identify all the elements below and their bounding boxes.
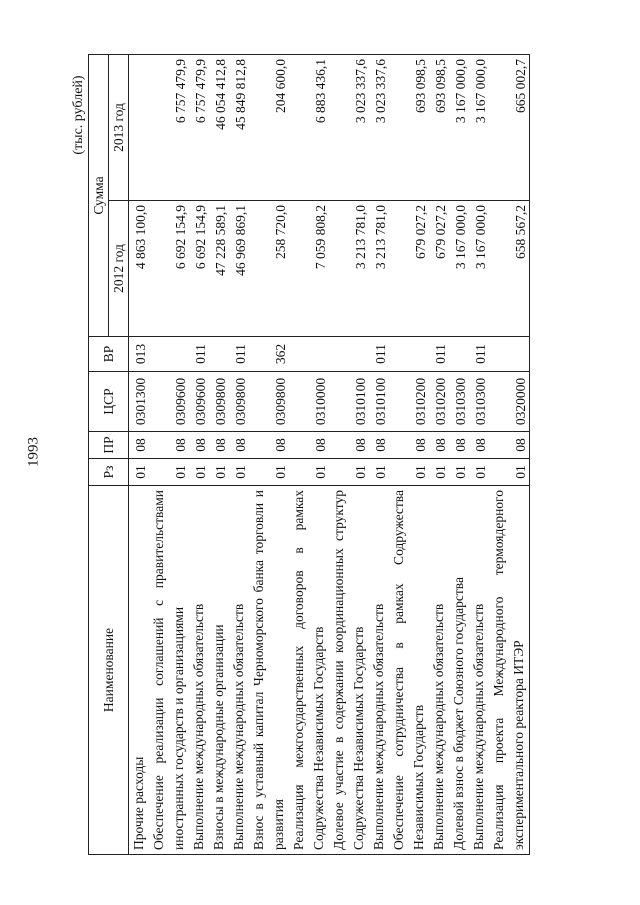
table-row xyxy=(329,54,369,854)
cell-name: Долевое участие в содержании координационных структур Содружества Независимых Государств xyxy=(329,486,369,855)
cell-2012: 679 027,2 xyxy=(429,201,449,337)
cell-pr: 08 xyxy=(149,432,189,459)
table-row xyxy=(289,54,329,854)
table-row xyxy=(189,54,209,854)
cell-vr: 011 xyxy=(229,337,249,372)
header-2012: 2012 год xyxy=(109,201,129,337)
cell-vr xyxy=(149,337,189,372)
table-row xyxy=(489,54,530,854)
cell-name: Реализация межгосударственных договоров в рамках Содружества Независимых Государств xyxy=(289,486,329,855)
cell-2013: 3 023 337,6 xyxy=(369,54,389,200)
cell-rz: 01 xyxy=(249,459,289,486)
cell-name: Взносы в международные организации xyxy=(209,486,229,855)
cell-csr: 0310300 xyxy=(469,372,489,432)
cell-vr: 011 xyxy=(469,337,489,372)
cell-2013: 693 098,5 xyxy=(429,54,449,200)
table-row xyxy=(229,54,249,854)
cell-vr: 011 xyxy=(369,337,389,372)
cell-2013: 3 167 000,0 xyxy=(449,54,469,200)
table-row xyxy=(389,54,429,854)
cell-2013: 204 600,0 xyxy=(249,54,289,200)
cell-name: Выполнение международных обязательств xyxy=(469,486,489,855)
table-row xyxy=(449,54,469,854)
cell-pr: 08 xyxy=(469,432,489,459)
header-pr: ПР xyxy=(89,432,129,459)
rotated-page-content xyxy=(70,55,570,855)
cell-name: Долевой взнос в бюджет Союзного государства xyxy=(449,486,469,855)
cell-2012: 258 720,0 xyxy=(249,201,289,337)
page-number: 1993 xyxy=(25,437,42,467)
cell-2012: 6 692 154,9 xyxy=(149,201,189,337)
table-row xyxy=(369,54,389,854)
cell-2012: 679 027,2 xyxy=(389,201,429,337)
cell-vr: 011 xyxy=(189,337,209,372)
cell-rz: 01 xyxy=(149,459,189,486)
cell-rz: 01 xyxy=(469,459,489,486)
cell-name: Реализация проекта Международного термоядерного экспериментального реактора ИТЭР xyxy=(489,486,530,855)
table-row xyxy=(469,54,489,854)
cell-vr xyxy=(489,337,530,372)
cell-rz: 01 xyxy=(429,459,449,486)
table-body xyxy=(129,54,530,854)
cell-2013 xyxy=(129,54,150,200)
cell-2012: 3 167 000,0 xyxy=(449,201,469,337)
cell-pr: 08 xyxy=(189,432,209,459)
cell-2012: 3 167 000,0 xyxy=(469,201,489,337)
cell-csr: 0310200 xyxy=(389,372,429,432)
cell-pr: 08 xyxy=(449,432,469,459)
cell-2013: 665 002,7 xyxy=(489,54,530,200)
cell-2012: 7 059 808,2 xyxy=(289,201,329,337)
cell-2013: 3 023 337,6 xyxy=(329,54,369,200)
cell-name: Выполнение международных обязательств xyxy=(189,486,209,855)
cell-pr: 08 xyxy=(209,432,229,459)
cell-2012: 3 213 781,0 xyxy=(369,201,389,337)
header-vr: ВР xyxy=(89,337,129,372)
header-rz: Рз xyxy=(89,459,129,486)
cell-vr xyxy=(329,337,369,372)
cell-pr: 08 xyxy=(289,432,329,459)
table-row xyxy=(249,54,289,854)
cell-name: Обеспечение сотрудничества в рамках Содружества Независимых Государств xyxy=(389,486,429,855)
cell-pr: 08 xyxy=(429,432,449,459)
cell-pr: 08 xyxy=(229,432,249,459)
cell-2013: 3 167 000,0 xyxy=(469,54,489,200)
cell-vr xyxy=(389,337,429,372)
cell-rz: 01 xyxy=(389,459,429,486)
cell-name: Взнос в уставный капитал Черноморского банка торговли и развития xyxy=(249,486,289,855)
header-sum: Сумма xyxy=(89,54,109,336)
table-header xyxy=(89,54,129,854)
cell-rz: 01 xyxy=(449,459,469,486)
cell-rz: 01 xyxy=(209,459,229,486)
table-row xyxy=(209,54,229,854)
cell-name: Прочие расходы xyxy=(129,486,150,855)
table-row xyxy=(129,54,150,854)
cell-vr: 362 xyxy=(249,337,289,372)
cell-csr: 0310300 xyxy=(449,372,469,432)
cell-name: Выполнение международных обязательств xyxy=(429,486,449,855)
cell-csr: 0310000 xyxy=(289,372,329,432)
cell-csr: 0310100 xyxy=(369,372,389,432)
cell-rz: 01 xyxy=(329,459,369,486)
cell-rz: 01 xyxy=(129,459,150,486)
cell-name: Обеспечение реализации соглашений с правительствами иностранных государств и организациями xyxy=(149,486,189,855)
cell-2012: 658 567,2 xyxy=(489,201,530,337)
cell-2012: 47 228 589,1 xyxy=(209,201,229,337)
cell-pr: 08 xyxy=(249,432,289,459)
cell-csr: 0310200 xyxy=(429,372,449,432)
cell-vr: 011 xyxy=(429,337,449,372)
cell-name: Выполнение международных обязательств xyxy=(229,486,249,855)
cell-2013: 6 757 479,9 xyxy=(189,54,209,200)
cell-vr xyxy=(449,337,469,372)
cell-pr: 08 xyxy=(389,432,429,459)
cell-2012: 46 969 869,1 xyxy=(229,201,249,337)
cell-vr xyxy=(289,337,329,372)
cell-2013: 46 054 412,8 xyxy=(209,54,229,200)
cell-2013: 693 098,5 xyxy=(389,54,429,200)
cell-2012: 3 213 781,0 xyxy=(329,201,369,337)
header-2013: 2013 год xyxy=(109,54,129,200)
cell-2013: 45 849 812,8 xyxy=(229,54,249,200)
cell-2012: 4 863 100,0 xyxy=(129,201,150,337)
cell-csr: 0320000 xyxy=(489,372,530,432)
cell-rz: 01 xyxy=(189,459,209,486)
cell-vr: 013 xyxy=(129,337,150,372)
cell-name: Выполнение международных обязательств xyxy=(369,486,389,855)
table-row xyxy=(429,54,449,854)
cell-rz: 01 xyxy=(229,459,249,486)
cell-csr: 0309800 xyxy=(209,372,229,432)
cell-csr: 0309800 xyxy=(229,372,249,432)
header-name: Наименование xyxy=(89,486,129,855)
budget-table xyxy=(88,54,530,855)
cell-2013: 6 883 436,1 xyxy=(289,54,329,200)
cell-pr: 08 xyxy=(129,432,150,459)
cell-csr: 0301300 xyxy=(129,372,150,432)
cell-rz: 01 xyxy=(289,459,329,486)
cell-csr: 0309600 xyxy=(189,372,209,432)
cell-pr: 08 xyxy=(489,432,530,459)
cell-rz: 01 xyxy=(369,459,389,486)
cell-csr: 0309800 xyxy=(249,372,289,432)
cell-vr xyxy=(209,337,229,372)
cell-csr: 0310100 xyxy=(329,372,369,432)
cell-rz: 01 xyxy=(489,459,530,486)
table-row xyxy=(149,54,189,854)
cell-2013: 6 757 479,9 xyxy=(149,54,189,200)
cell-pr: 08 xyxy=(369,432,389,459)
header-csr: ЦСР xyxy=(89,372,129,432)
cell-pr: 08 xyxy=(329,432,369,459)
cell-csr: 0309600 xyxy=(149,372,189,432)
units-label: (тыс. рублей) xyxy=(71,75,86,155)
cell-2012: 6 692 154,9 xyxy=(189,201,209,337)
